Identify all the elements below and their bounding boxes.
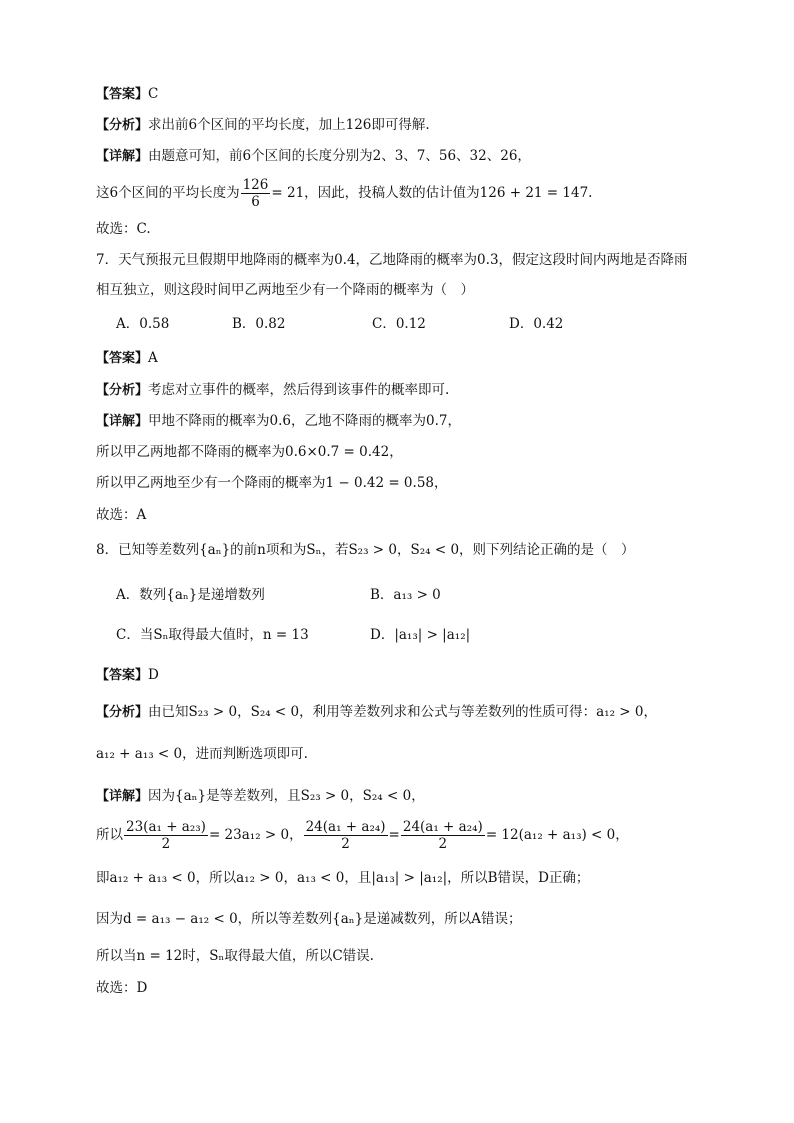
q8-detail-line-2 [96, 815, 629, 855]
answer-tag: 【答案】 [96, 87, 149, 102]
detail-tag: 【详解】 [96, 414, 149, 429]
q8-option-d: D．|a₁₃| > |a₁₂| [370, 627, 471, 643]
q8-frac3-den: 2 [438, 836, 448, 852]
q6-answer-line [96, 84, 158, 105]
q6-analysis: 求出前6个区间的平均长度，加上126即可得解. [148, 117, 430, 133]
q8-option-b: B．a₁₃ > 0 [370, 587, 441, 603]
q6-detail-line-1 [96, 146, 531, 167]
q8-detail-3: 即a₁₂ + a₁₃ < 0，所以a₁₂ > 0，a₁₃ < 0，且|a₁₃| > |a₁₂|，所以B错误，D正确； [96, 870, 590, 886]
q7-option-b: B．0.82 [232, 316, 286, 332]
q8-fraction-3 [401, 819, 485, 852]
q8-detail-5: 所以当n = 12时，Sₙ取得最大值，所以C错误. [96, 948, 374, 964]
q6-analysis-line [96, 115, 430, 136]
q8-fraction-2 [304, 819, 388, 852]
q6-fraction [241, 177, 271, 210]
q7-stem-2: 相互独立，则这段时间甲乙两地至少有一个降雨的概率为（ ） [96, 282, 474, 298]
q8-frac1-num: 23(a₁ + a₂₃) [126, 819, 206, 835]
analysis-tag: 【分析】 [96, 383, 149, 398]
q6-frac-num: 126 [242, 177, 269, 193]
q8-frac1-den: 2 [161, 836, 171, 852]
q6-detail-2-prefix: 这6个区间的平均长度为 [96, 185, 240, 201]
analysis-tag: 【分析】 [96, 705, 149, 720]
detail-tag: 【详解】 [96, 149, 149, 164]
q7-analysis: 考虑对立事件的概率，然后得到该事件的概率即可. [148, 382, 450, 398]
q8-detail-line-1 [96, 786, 425, 807]
q8-answer: D [148, 667, 159, 683]
q8-conclusion: 故选：D [96, 980, 148, 996]
q7-analysis-line [96, 380, 449, 401]
q7-conclusion: 故选：A [96, 507, 147, 523]
q7-detail-3: 所以甲乙两地至少有一个降雨的概率为1 − 0.42 = 0.58， [96, 475, 448, 491]
q8-detail-2-prefix: 所以 [96, 827, 123, 843]
q8-detail-4: 因为d = a₁₃ − a₁₂ < 0，所以等差数列{aₙ}是递减数列，所以A错误； [96, 911, 522, 927]
q6-detail-1: 由题意可知，前6个区间的长度分别为2、3、7、56、32、26， [148, 148, 531, 164]
q6-conclusion: 故选：C. [96, 221, 151, 237]
q8-detail-2-suffix: = 12(a₁₂ + a₁₃) < 0， [485, 827, 629, 843]
q8-option-a: A．数列{aₙ}是递增数列 [116, 587, 265, 603]
q6-frac-den: 6 [251, 194, 260, 210]
q7-detail-2: 所以甲乙两地都不降雨的概率为0.6×0.7 = 0.42， [96, 444, 403, 460]
q7-answer: A [148, 350, 158, 366]
q8-frac2-den: 2 [341, 836, 350, 852]
q8-option-c: C．当Sₙ取得最大值时，n = 13 [116, 627, 309, 643]
detail-tag: 【详解】 [96, 789, 149, 804]
q7-answer-line [96, 348, 158, 369]
q8-analysis-1: 由已知S₂₃ > 0，S₂₄ < 0，利用等差数列求和公式与等差数列的性质可得：a₁₂ > 0， [148, 704, 657, 720]
q8-answer-line [96, 665, 159, 686]
q8-detail-1: 因为{aₙ}是等差数列，且S₂₃ > 0，S₂₄ < 0， [148, 788, 425, 804]
q8-fraction-1 [124, 819, 208, 852]
q7-option-d: D．0.42 [509, 316, 564, 332]
q7-option-a: A．0.58 [116, 316, 170, 332]
q7-detail-1: 甲地不降雨的概率为0.6，乙地不降雨的概率为0.7， [148, 413, 461, 429]
q7-detail-line-1 [96, 411, 461, 432]
q8-frac3-num: 24(a₁ + a₂₄) [402, 819, 483, 835]
answer-tag: 【答案】 [96, 351, 149, 366]
q8-detail-2-mid2: = [388, 827, 400, 843]
q8-analysis-2: a₁₂ + a₁₃ < 0，进而判断选项即可. [96, 746, 308, 762]
q6-detail-line-2 [96, 176, 592, 210]
q6-detail-2-suffix: = 21，因此，投稿人数的估计值为126 + 21 = 147. [271, 185, 593, 201]
q8-frac2-num: 24(a₁ + a₂₄) [305, 819, 386, 835]
q6-answer: C [148, 86, 159, 102]
analysis-tag: 【分析】 [96, 118, 149, 133]
q8-stem: 8．已知等差数列{aₙ}的前n项和为Sₙ，若S₂₃ > 0，S₂₄ < 0，则下列结论正确的是（ ） [96, 542, 635, 558]
q7-option-c: C．0.12 [372, 316, 426, 332]
q8-analysis-line-1 [96, 702, 657, 723]
q7-stem-1: 7．天气预报元旦假期甲地降雨的概率为0.4，乙地降雨的概率为0.3，假定这段时间内两地是否降雨 [96, 252, 688, 268]
q8-detail-2-mid1: = 23a₁₂ > 0， [208, 827, 303, 843]
answer-tag: 【答案】 [96, 668, 149, 683]
